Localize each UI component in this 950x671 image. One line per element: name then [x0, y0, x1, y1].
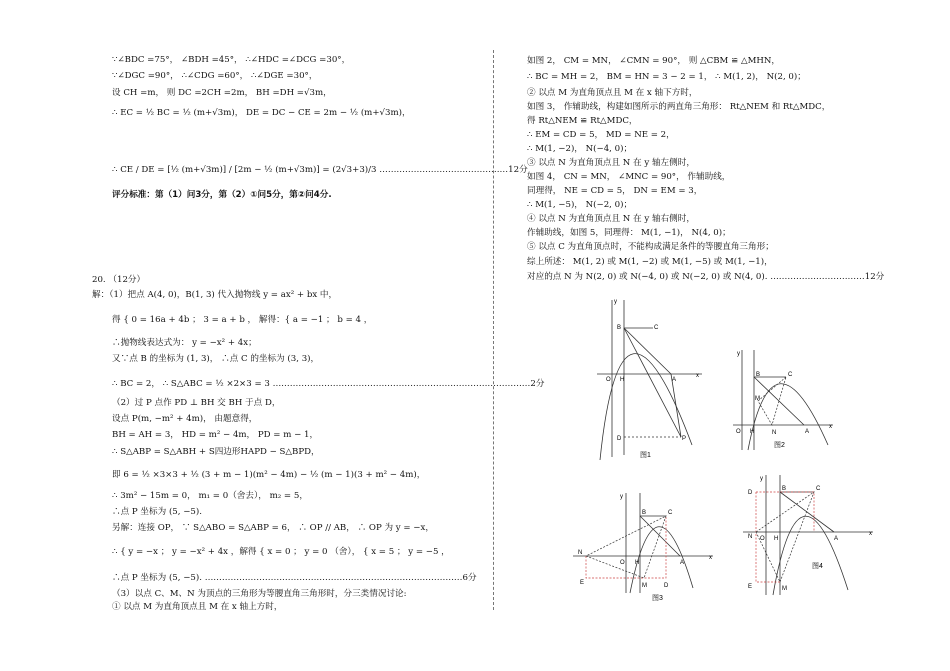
fig-label-H: H: [635, 560, 640, 566]
figure-1-caption: 图1: [640, 452, 651, 459]
text-line: （2）过 P 点作 PD ⊥ BH 交 BH 于点 D，: [112, 398, 281, 408]
text-line: 得 { 0 = 16a + 4b ； 3 = a + b ， 解得：{ a = −1 ； b = 4 ，: [112, 315, 373, 325]
fig-label-P: P: [682, 436, 687, 442]
text-line: ∴ M(1, −2)， N(−4, 0)；: [527, 144, 633, 154]
text-line: ③ 以点 N 为直角顶点且 N 在 y 轴左侧时，: [527, 158, 695, 168]
text-line: ② 以点 M 为直角顶点且 M 在 x 轴下方时，: [527, 88, 698, 98]
text-line: ∴ EC = ½ BC = ½ (m+√3m)， DE = DC − CE = 2m − ½ (m+√3m)，: [112, 108, 411, 118]
fig-label-D: D: [617, 436, 622, 442]
text-line: 综上所述： M(1, 2) 或 M(1, −2) 或 M(1, −5) 或 M(1, −1)，: [527, 257, 773, 267]
fig-label-M: M: [782, 586, 787, 592]
fig-label-y: y: [620, 494, 623, 500]
text-line: 解：（1）把点 A(4, 0)，B(1, 3) 代入抛物线 y = ax² + bx 中，: [92, 290, 338, 300]
fig-label-x: x: [709, 555, 712, 561]
text-line: 即 6 = ½ ×3×3 + ½ (3 + m − 1)(m² − 4m) − ½ (m − 1)(3 + m² − 4m)，: [112, 470, 426, 480]
fig-label-E: E: [748, 584, 753, 590]
figure-1: [592, 295, 704, 461]
text-line: ∴抛物线表达式为： y = −x² + 4x；: [112, 338, 257, 348]
fig-label-x: x: [696, 373, 699, 379]
text-line: BH = AH = 3， HD = m² − 4m， PD = m − 1，: [112, 430, 319, 440]
fig-label-N: N: [748, 534, 753, 540]
text-line: ∴ 3m² − 15m = 0， m₁ = 0（舍去）， m₂ = 5，: [112, 491, 308, 501]
text-line: ∴点 P 坐标为 (5, −5).: [112, 507, 202, 517]
fig-label-A: A: [672, 377, 677, 383]
text-line: ∴ M(1, −5)， N(−2, 0)；: [527, 200, 633, 210]
fig-label-B: B: [756, 372, 761, 378]
fig-label-y: y: [614, 299, 617, 305]
fig-label-A: A: [805, 429, 810, 435]
fig-label-D: D: [748, 490, 753, 496]
text-line: ⑤ 以点 C 为直角顶点时，不能构成满足条件的等腰直角三角形；: [527, 242, 774, 252]
figure-2: [728, 345, 838, 455]
text-line: （3）以点 C、M、N 为顶点的三角形为等腰直角三角形时，分三类情况讨论:: [112, 589, 407, 599]
text-line: 又∵点 B 的坐标为 (1, 3)， ∴点 C 的坐标为 (3, 3)，: [112, 354, 320, 364]
text-line: ∴ BC = 2， ∴ S△ABC = ½ ×2×3 = 3 ………………………………………………………………………………2分: [112, 379, 545, 389]
text-line: ∴ S△ABP = S△ABH + S四边形HAPD − S△BPD，: [112, 447, 320, 457]
question-header: 20. （12分）: [92, 275, 146, 285]
text-line: ∴ EM = CD = 5， MD = NE = 2，: [527, 130, 675, 140]
fig-label-B: B: [642, 510, 647, 516]
fig-label-E: E: [580, 580, 585, 586]
fig-label-D: D: [664, 583, 669, 589]
figure-4-caption: 图4: [812, 563, 823, 570]
figure-4: [738, 470, 878, 600]
fig-label-H: H: [620, 377, 625, 383]
fig-label-C: C: [654, 325, 659, 331]
fig-label-O: O: [620, 560, 625, 566]
figure-3: [568, 488, 718, 602]
figure-3-caption: 图3: [652, 595, 663, 602]
fig-label-H: H: [750, 429, 755, 435]
grading-standard: 评分标准：第（1）问3分，第（2）①问5分，第②问4分.: [112, 190, 332, 200]
fig-label-y: y: [737, 351, 740, 357]
fig-label-x: x: [829, 424, 832, 430]
fig-label-O: O: [606, 377, 611, 383]
fig-label-N: N: [772, 430, 777, 436]
fig-label-C: C: [668, 510, 673, 516]
fig-label-A: A: [680, 560, 685, 566]
figure-2-caption: 图2: [774, 442, 785, 449]
text-line: 如图 3， 作辅助线，构建如图所示的两直角三角形： Rt△NEM 和 Rt△MDC，: [527, 102, 831, 112]
fig-label-C: C: [788, 372, 793, 378]
text-line: ∵∠DGC =90°， ∴∠CDG =60°， ∴∠DGE =30°，: [112, 71, 318, 81]
text-line: ∴ CE / DE = [½ (m+√3m)] / [2m − ½ (m+√3m)] = (2√3+3)/3 ………………………………………12分: [112, 165, 528, 175]
fig-label-O: O: [736, 429, 741, 435]
text-line: 设点 P(m, −m² + 4m)， 由题意得，: [112, 414, 258, 424]
text-line: 同理得， NE = CD = 5， DN = EM = 3，: [527, 186, 703, 196]
text-line: 如图 2， CM = MN， ∠CMN = 90°， 则 △CBM ≌ △MHN，: [527, 56, 781, 66]
text-line: ∵∠BDC =75°， ∠BDH =45°， ∴∠HDC =∠DCG =30°，: [112, 55, 351, 65]
text-line: ∴点 P 坐标为 (5, −5). ………………………………………………………………………………6分: [112, 573, 477, 583]
text-line: 如图 4， CN = MN， ∠MNC = 90°， 作辅助线，: [527, 172, 731, 182]
fig-label-B: B: [782, 486, 787, 492]
text-line: ∴ BC = MH = 2， BM = HN = 3 − 2 = 1， ∴ M(1, 2)， N(2, 0)；: [527, 72, 806, 82]
fig-label-y: y: [760, 476, 763, 482]
text-line: ① 以点 M 为直角顶点且 M 在 x 轴上方时，: [112, 602, 283, 612]
text-line: 得 Rt△NEM ≌ Rt△MDC，: [527, 116, 638, 126]
fig-label-M: M: [642, 583, 647, 589]
fig-label-C: C: [816, 486, 821, 492]
text-line: 作辅助线，如图 5，同理得： M(1, −1)， N(4, 0)；: [527, 228, 731, 238]
fig-label-x: x: [869, 531, 872, 537]
fig-label-M: M: [755, 396, 760, 402]
text-line: ∴ { y = −x ； y = −x² + 4x ，解得 { x = 0 ； y = 0 （舍）， { x = 5 ； y = −5 ，: [112, 547, 450, 557]
fig-label-N: N: [578, 550, 583, 556]
fig-label-A: A: [834, 536, 839, 542]
text-line: 对应的点 N 为 N(2, 0) 或 N(−4, 0) 或 N(−2, 0) 或 N(4, 0). ……………………………12分: [527, 272, 885, 282]
text-line: ④ 以点 N 为直角顶点且 N 在 y 轴右侧时，: [527, 214, 695, 224]
fig-label-H: H: [774, 536, 779, 542]
fig-label-O: O: [760, 536, 765, 542]
text-line: 另解：连接 OP， ∵ S△ABO = S△ABP = 6， ∴ OP // AB， ∴ OP 为 y = −x，: [112, 523, 434, 533]
fig-label-B: B: [617, 325, 622, 331]
text-line: 设 CH =m， 则 DC =2CH =2m， BH =DH =√3m，: [112, 88, 332, 98]
column-divider: [493, 50, 494, 610]
